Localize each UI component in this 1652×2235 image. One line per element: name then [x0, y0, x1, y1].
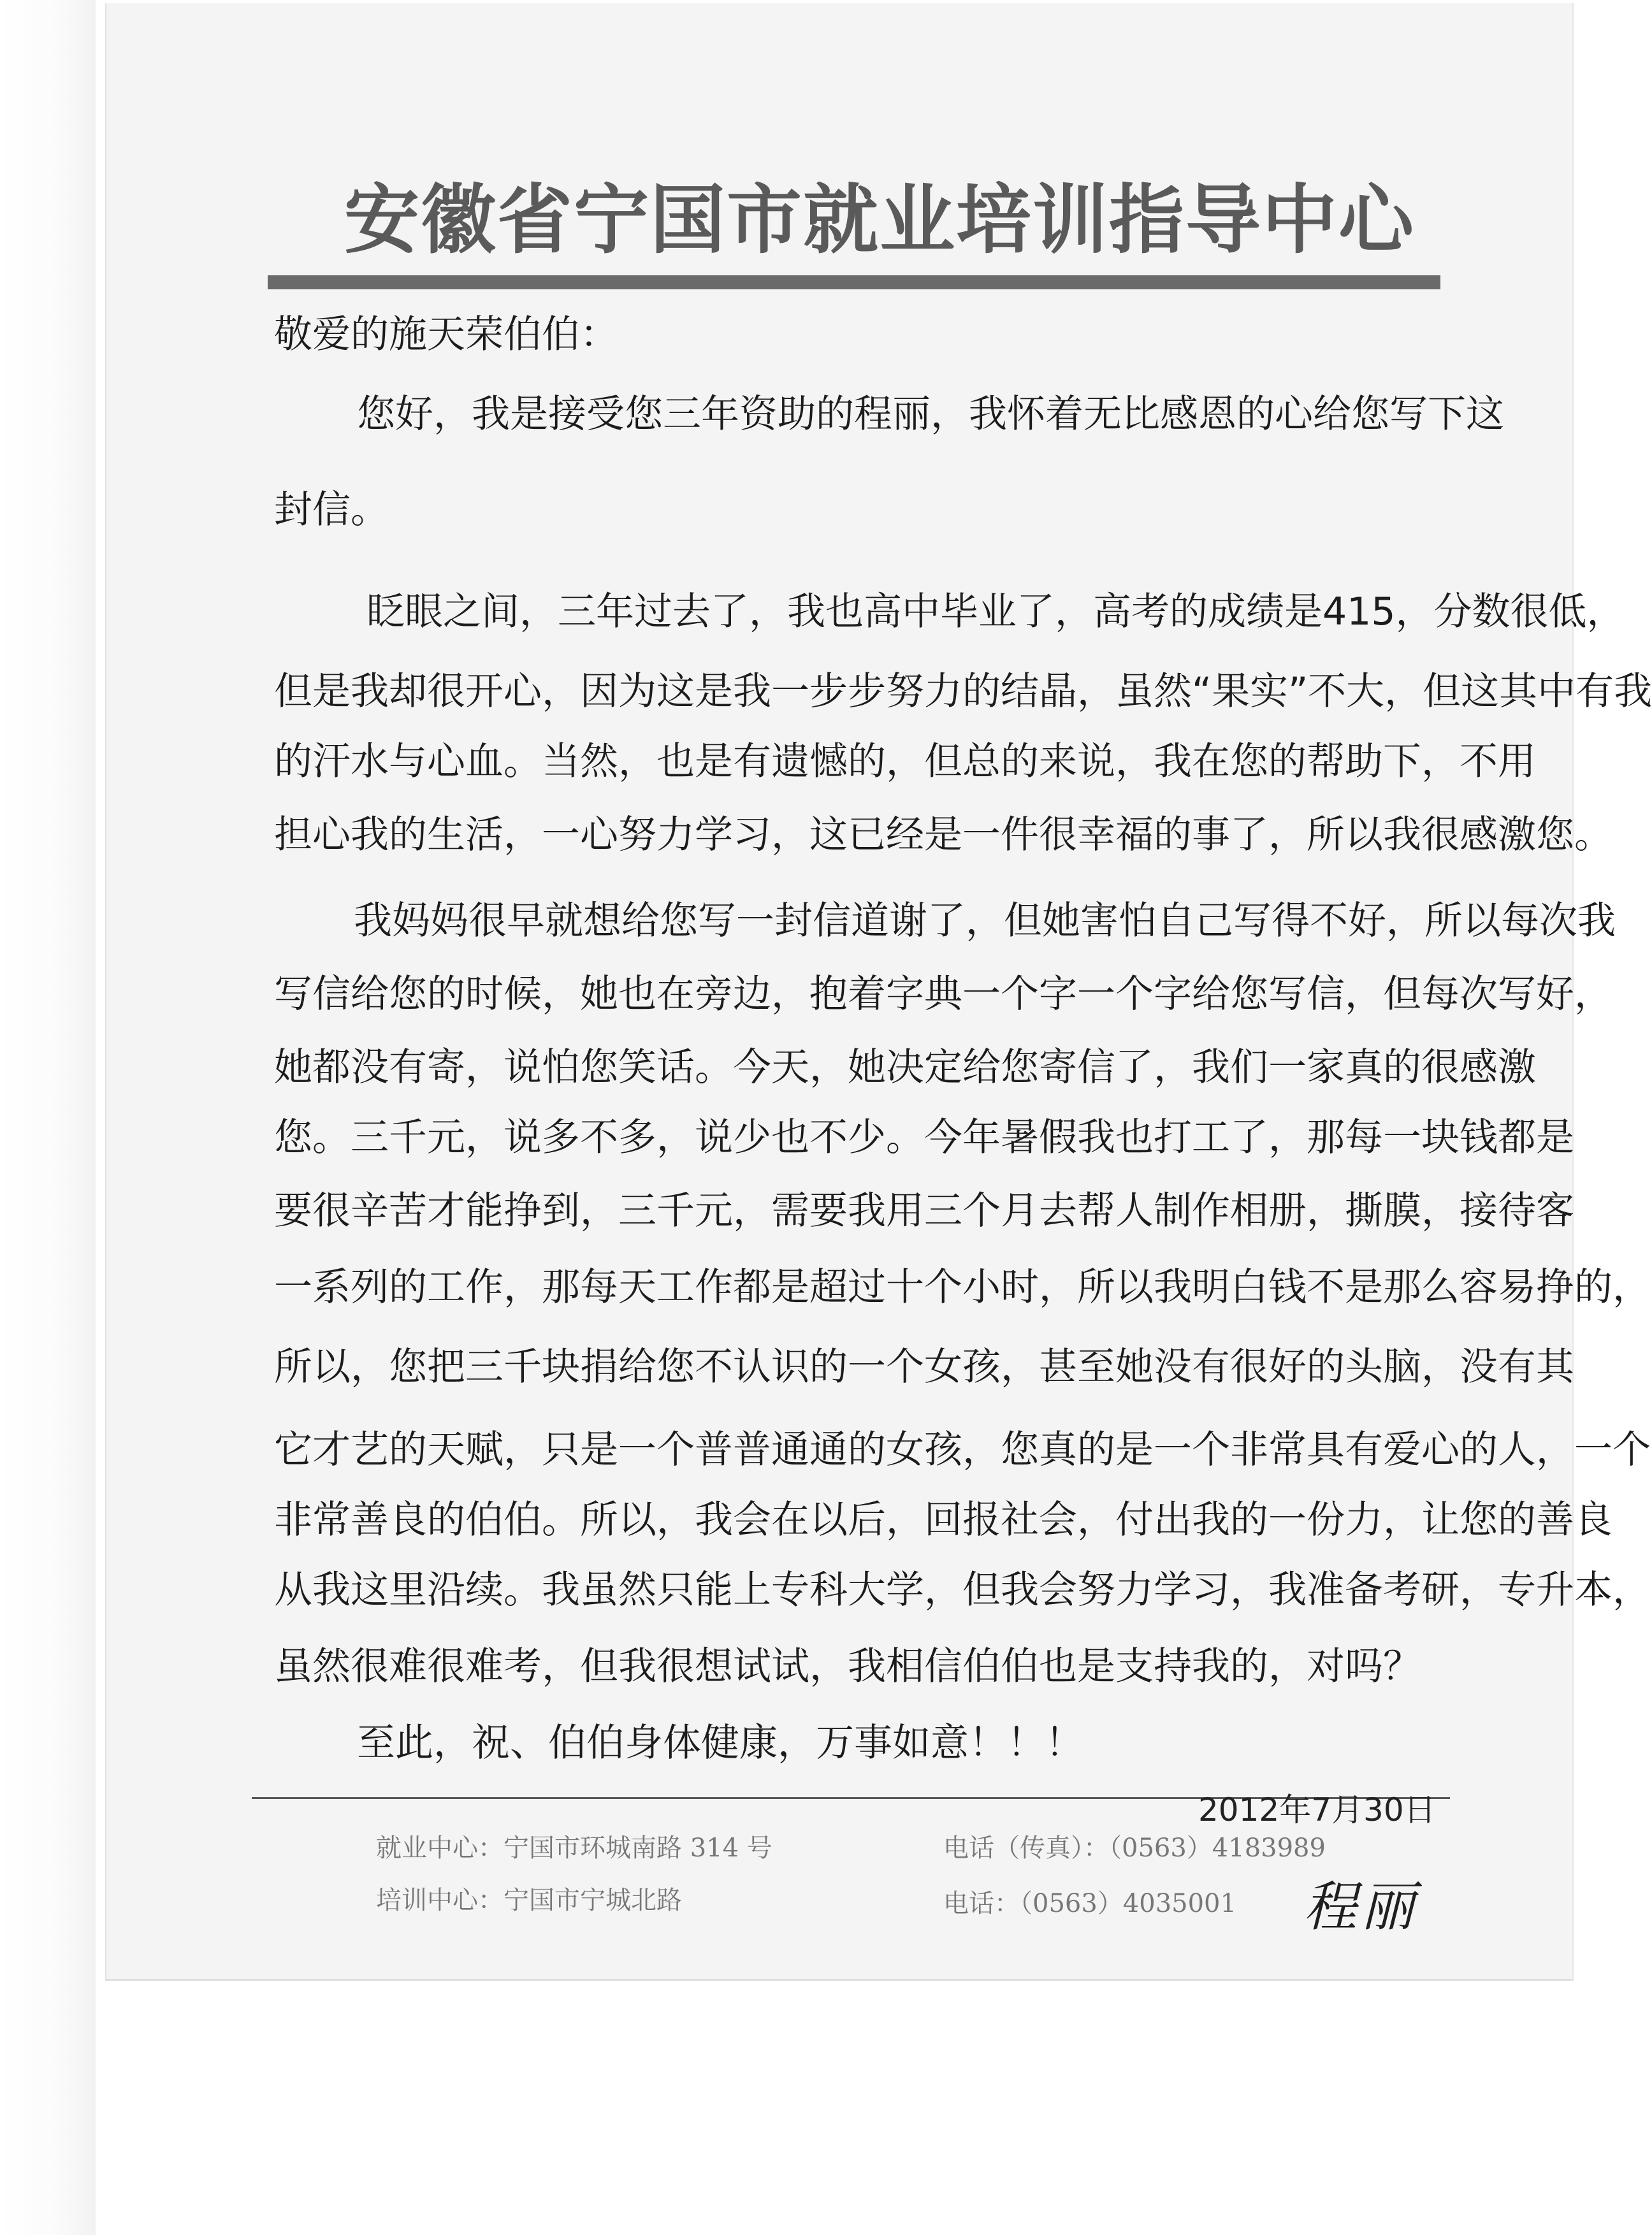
letter-line: 您。三千元，说多不多，说少也不少。今年暑假我也打工了，那每一块钱都是 — [274, 1115, 1574, 1160]
salutation: 敬爱的施天荣伯伯： — [274, 312, 618, 357]
letter-line: 您好，我是接受您三年资助的程丽，我怀着无比感恩的心给您写下这 — [357, 392, 1504, 437]
letter-line: 一系列的工作，那每天工作都是超过十个小时，所以我明白钱不是那么容易挣的， — [274, 1265, 1651, 1310]
letterhead-title: 安徽省宁国市就业培训指导中心 — [344, 175, 1416, 264]
letter-line: 它才艺的天赋，只是一个普普通通的女孩，您真的是一个非常具有爱心的人，一个 — [274, 1428, 1651, 1472]
scan-margin — [0, 0, 96, 2235]
footer-phone: 电话：（0563）4035001 — [943, 1889, 1236, 1918]
letter-line: 虽然很难很难考，但我很想试试，我相信伯伯也是支持我的，对吗？ — [274, 1644, 1421, 1689]
letter-line: 要很辛苦才能挣到，三千元，需要我用三个月去帮人制作相册，撕膜，接待客 — [274, 1189, 1574, 1233]
letter-line: 的汗水与心血。当然，也是有遗憾的，但总的来说，我在您的帮助下，不用 — [274, 739, 1536, 784]
letter-line: 写信给您的时候，她也在旁边，抱着字典一个字一个字给您写信，但每次写好， — [274, 972, 1612, 1016]
letter-line: 担心我的生活，一心努力学习，这已经是一件很幸福的事了，所以我很感激您。 — [274, 813, 1612, 857]
letter-line: 从我这里沿续。我虽然只能上专科大学，但我会努力学习，我准备考研，专升本， — [274, 1568, 1651, 1612]
letter-line: 所以，您把三千块捐给您不认识的一个女孩，甚至她没有很好的头脑，没有其 — [274, 1345, 1574, 1389]
letterhead-rule — [268, 275, 1440, 289]
footer-employment-center: 就业中心：宁国市环城南路 314 号 — [376, 1834, 772, 1863]
footer-phone-fax: 电话（传真）：（0563）4183989 — [943, 1834, 1326, 1863]
letter-date: 2012年7月30日 — [1198, 1791, 1436, 1828]
footer-training-center: 培训中心：宁国市宁城北路 — [376, 1886, 682, 1915]
signature: 程丽 — [1303, 1876, 1419, 1938]
letter-closing: 至此，祝、伯伯身体健康，万事如意！！！ — [357, 1721, 1083, 1765]
letter-line: 但是我却很开心，因为这是我一步步努力的结晶，虽然“果实”不大，但这其中有我 — [274, 669, 1652, 714]
letter-line: 我妈妈很早就想给您写一封信道谢了，但她害怕自己写得不好，所以每次我 — [354, 899, 1616, 943]
letter-line: 非常善良的伯伯。所以，我会在以后，回报社会，付出我的一份力，让您的善良 — [274, 1498, 1612, 1542]
letter-line: 封信。 — [274, 488, 389, 532]
letter-line: 眨眼之间，三年过去了，我也高中毕业了，高考的成绩是415，分数很低， — [366, 589, 1625, 634]
letter-line: 她都没有寄，说怕您笑话。今天，她决定给您寄信了，我们一家真的很感激 — [274, 1045, 1536, 1090]
